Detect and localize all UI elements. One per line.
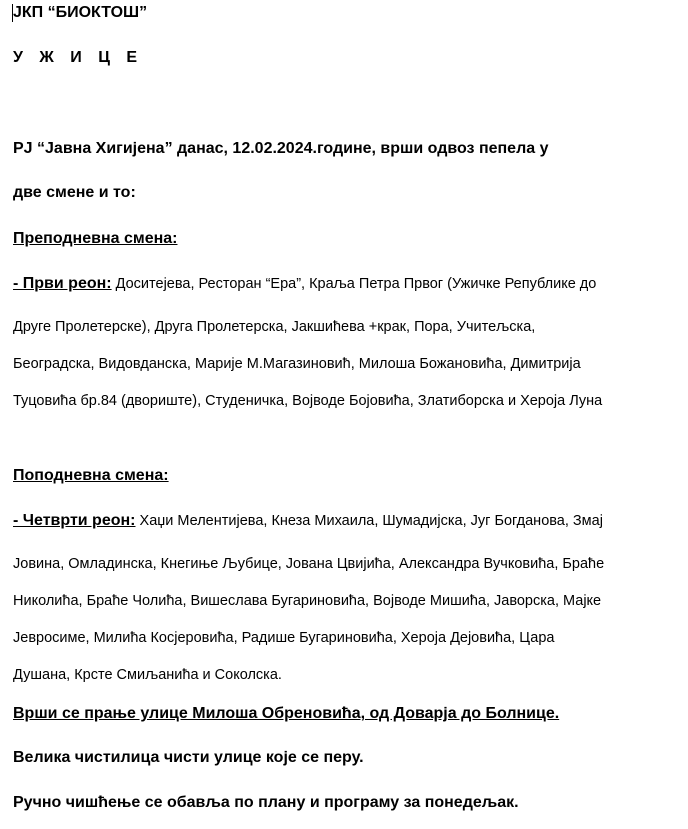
- afternoon-region-label: - Четврти реон:: [13, 512, 136, 529]
- afternoon-shift-heading: Поподневна смена:: [13, 467, 169, 484]
- sweeper-note: Велика чистилица чисти улице које се перу.: [13, 749, 364, 766]
- afternoon-region-line-3: Николића, Браће Чолића, Вишеслава Бугариновића, Војводе Мишића, Јаворска, Мајке: [13, 593, 602, 609]
- intro-line-2: две смене и то:: [13, 184, 136, 201]
- afternoon-region-line-1: [13, 511, 603, 531]
- afternoon-region-text: Хаџи Мелентијева, Кнеза Михаила, Шумадијска, Југ Богданова, Змај: [135, 513, 603, 529]
- afternoon-region-line-2: Јовина, Омладинска, Кнегиње Љубице, Јована Цвијића, Александра Вучковића, Браће: [13, 556, 605, 572]
- city-name: У Ж И Ц Е: [13, 49, 144, 66]
- morning-region-line-4: Туцовића бр.84 (двориште), Студеничка, Војводе Бојовића, Златиборска и Хероја Луна: [13, 393, 603, 409]
- morning-region-line-1: [13, 274, 596, 294]
- washing-note: Врши се прање улице Милоша Обреновића, од Доварја до Болнице.: [13, 705, 560, 722]
- afternoon-region-line-5: Душана, Крсте Смиљанића и Соколска.: [13, 667, 282, 683]
- morning-region-label: - Први реон:: [13, 275, 112, 292]
- morning-shift-heading: Преподневна смена:: [13, 230, 178, 247]
- org-name: ЈКП “БИОКТОШ”: [13, 4, 148, 21]
- morning-region-text: Доситејева, Ресторан “Ера”, Краља Петра Првог (Ужичке Републике до: [111, 276, 597, 292]
- morning-region-line-3: Београдска, Видовданска, Марије М.Магазиновић, Милоша Божановића, Димитрија: [13, 356, 581, 372]
- manual-cleaning-note: Ручно чишћење се обавља по плану и програму за понедељак.: [13, 794, 519, 811]
- morning-region-line-2: Друге Пролетерске), Друга Пролетерска, Јакшићева +крак, Пора, Учитељска,: [13, 319, 536, 335]
- afternoon-region-line-4: Јевросиме, Милића Косјеровића, Радише Бугариновића, Хероја Дејовића, Цара: [13, 630, 555, 646]
- intro-line-1: РЈ “Јавна Хигијена” данас, 12.02.2024.године, врши одвоз пепела у: [13, 140, 549, 157]
